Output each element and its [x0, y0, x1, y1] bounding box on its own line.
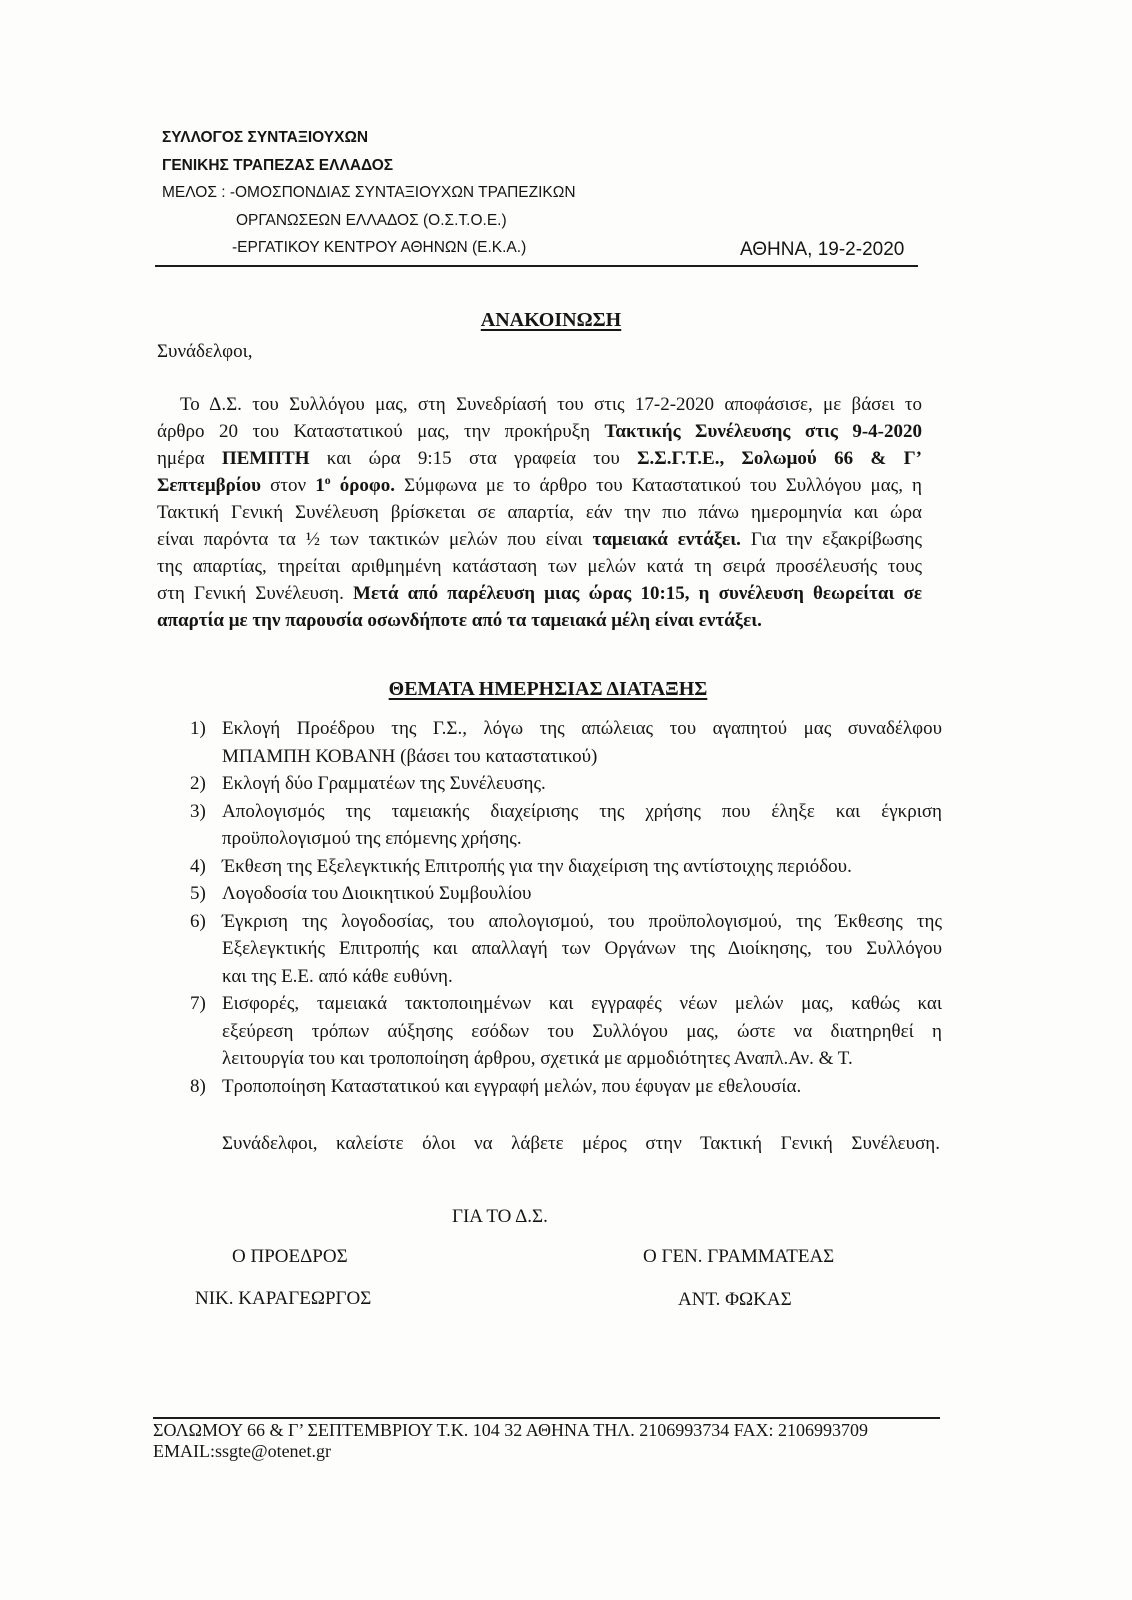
agenda-title: ΘΕΜΑΤΑ ΗΜΕΡΗΣΙΑΣ ΔΙΑΤΑΞΗΣ [388, 678, 708, 700]
meeting-venue-text: Σ.Σ.Γ.Τ.Ε., Σολωμού 66 & Γ’ [637, 448, 922, 469]
agenda-item-number: 8) [190, 1075, 206, 1097]
agenda-item-line: Τροποποίηση Καταστατικού και εγγραφή μελών, που έφυγαν με εθελουσία. [222, 1075, 802, 1097]
membership-line1: ΜΕΛΟΣ : -ΟΜΟΣΠΟΝΔΙΑΣ ΣΥΝΤΑΞΙΟΥΧΩΝ ΤΡΑΠΕΖΙΚΩΝ [162, 184, 576, 201]
agenda-item-line: Απολογισμός της ταμειακής διαχείρισης της χρήσης που έληξε και έγκριση [222, 800, 942, 822]
agenda-item-line: Έγκριση της λογοδοσίας, του απολογισμού, του προϋπολογισμού, της Έκθεσης της [222, 910, 942, 932]
signature-on-behalf: ΓΙΑ ΤΟ Δ.Σ. [452, 1206, 548, 1227]
floor-ordinal-superscript: ο [324, 473, 331, 487]
agenda-item-4 [190, 853, 945, 881]
agenda-item-text [222, 853, 942, 881]
footer [153, 1420, 868, 1462]
agenda-list [190, 715, 945, 1100]
body-text: και ώρα 9:15 στα γραφεία του [309, 448, 638, 469]
quorum-rule-text: απαρτία με την παρουσία οσωνδήποτε από τα ταμειακά μέλη είναι εντάξει. [157, 610, 762, 631]
president-name: ΝΙΚ. ΚΑΡΑΓΕΩΡΓΟΣ [195, 1288, 372, 1309]
closing-invitation: Συνάδελφοι, καλείστε όλοι να λάβετε μέρος στην Τακτική Γενική Συνέλευση. [222, 1133, 940, 1154]
membership-line3: -ΕΡΓΑΤΙΚΟΥ ΚΕΝΤΡΟΥ ΑΘΗΝΩΝ (Ε.Κ.Α.) [232, 239, 527, 256]
body-text: στον [261, 475, 316, 496]
membership-line2: ΟΡΓΑΝΩΣΕΩΝ ΕΛΛΑΔΟΣ (Ο.Σ.Τ.Ο.Ε.) [236, 211, 507, 229]
body-text: ημέρα [157, 448, 222, 469]
body-line-1 [157, 391, 922, 418]
body-line-3 [157, 445, 922, 472]
meeting-day-text: ΠΕΜΠΤΗ [221, 448, 310, 469]
agenda-item-text [222, 770, 942, 798]
meeting-venue-text: Σεπτεμβρίου [157, 475, 262, 496]
agenda-item-number: 1) [190, 718, 206, 739]
agenda-item-number: 4) [190, 855, 206, 877]
salutation: Συνάδελφοι, [157, 341, 253, 362]
body-text: Το Δ.Σ. του Συλλόγου μας, στη Συνεδρίασή του στις 17-2-2020 αποφάσισε, με βάσει το [180, 394, 922, 415]
agenda-item-line: λειτουργία του και τροποποίηση άρθρου, σχετικά με αρμοδιότητες Αναπλ.Αν. & Τ. [222, 1048, 853, 1069]
agenda-item-7 [190, 990, 945, 1073]
header-divider [155, 265, 918, 267]
org-name-line1: ΣΥΛΛΟΓΟΣ ΣΥΝΤΑΞΙΟΥΧΩΝ [162, 129, 369, 146]
agenda-item-text [222, 908, 942, 991]
agenda-item-line: Λογοδοσία του Διοικητικού Συμβουλίου [222, 883, 532, 904]
floor-text: όροφο. [330, 475, 396, 496]
secretary-title: Ο ΓΕΝ. ΓΡΑΜΜΑΤΕΑΣ [643, 1246, 835, 1267]
agenda-item-2 [190, 770, 945, 798]
footer-email: EMAIL:ssgte@otenet.gr [153, 1441, 332, 1461]
footer-divider [153, 1417, 940, 1419]
quorum-rule-text: Μετά από παρέλευση μιας ώρας 10:15, η συνέλευση θεωρείται σε [353, 583, 922, 604]
body-line-6 [157, 526, 922, 553]
body-text: της απαρτίας, τηρείται αριθμημένη κατάσταση των μελών κατά τη σειρά προσέλευσής τους [157, 556, 922, 577]
floor-number: 1 [315, 475, 325, 496]
body-line-4 [157, 472, 922, 499]
agenda-item-text [222, 1073, 942, 1101]
footer-address: ΣΟΛΩΜΟΥ 66 & Γ’ ΣΕΠΤΕΜΒΡΙΟΥ Τ.Κ. 104 32 ΑΘΗΝΑ ΤΗΛ. 2106993734 FAX: 2106993709 [153, 1420, 868, 1440]
body-text: Τακτική Γενική Συνέλευση βρίσκεται σε απαρτία, εάν την πιο πάνω ημερομηνία και ώρα [157, 502, 922, 523]
place-date: ΑΘΗΝΑ, 19-2-2020 [740, 239, 905, 260]
agenda-item-number: 3) [190, 800, 206, 822]
agenda-item-text [222, 715, 942, 770]
letterhead [162, 124, 576, 262]
agenda-item-line: ΜΠΑΜΠΗ ΚΟΒΑΝΗ (βάσει του καταστατικού) [222, 745, 598, 767]
body-line-9 [157, 607, 922, 634]
body-line-2 [157, 418, 922, 445]
org-name-line2: ΓΕΝΙΚΗΣ ΤΡΑΠΕΖΑΣ ΕΛΛΑΔΟΣ [162, 156, 394, 174]
agenda-item-text [222, 880, 942, 908]
body-text: Για την εξακρίβωσης [740, 529, 922, 550]
agenda-item-line: Εκλογή Προέδρου της Γ.Σ., λόγω της απώλειας του αγαπητού μας συναδέλφου [222, 718, 942, 739]
agenda-item-line: Έκθεση της Εξελεγκτικής Επιτροπής για την διαχείριση της αντίστοιχης περιόδου. [222, 855, 852, 877]
body-text: Σύμφωνα με το άρθρο του Καταστατικού του Συλλόγου μας, η [395, 475, 922, 496]
agenda-item-number: 7) [190, 993, 206, 1014]
agenda-item-1 [190, 715, 945, 770]
agenda-item-text [222, 798, 942, 853]
body-line-7 [157, 553, 922, 580]
secretary-name: ΑΝΤ. ΦΩΚΑΣ [678, 1289, 792, 1310]
agenda-item-line: Εκλογή δύο Γραμματέων της Συνέλευσης. [222, 773, 546, 794]
agenda-item-line: εξεύρεση τρόπων αύξησης εσόδων του Συλλόγου μας, ώστε να διατηρηθεί η [222, 1020, 942, 1042]
agenda-item-number: 6) [190, 910, 206, 932]
agenda-item-text [222, 990, 942, 1073]
agenda-item-5 [190, 880, 945, 908]
announcement-body [157, 391, 922, 634]
meeting-date-text: Τακτικής Συνέλευσης στις 9-4-2020 [604, 421, 922, 442]
announcement-title: ΑΝΑΚΟΙΝΩΣΗ [480, 309, 622, 331]
agenda-item-6 [190, 908, 945, 991]
body-line-5 [157, 499, 922, 526]
agenda-item-number: 5) [190, 883, 206, 904]
members-in-good-standing-text: ταμειακά εντάξει. [592, 529, 741, 550]
agenda-item-line: Εισφορές, ταμειακά τακτοποιημένων και εγγραφές νέων μελών μας, καθώς και [222, 993, 942, 1014]
president-title: Ο ΠΡΟΕΔΡΟΣ [232, 1246, 348, 1267]
agenda-item-line: προϋπολογισμού της επόμενης χρήσης. [222, 828, 522, 849]
body-text: στη Γενική Συνέλευση. [157, 583, 354, 604]
agenda-item-line: και της Ε.Ε. από κάθε ευθύνη. [222, 965, 453, 987]
agenda-item-8 [190, 1073, 945, 1101]
body-line-8 [157, 580, 922, 607]
body-text: άρθρο 20 του Καταστατικού μας, την προκήρυξη [157, 421, 605, 442]
agenda-item-number: 2) [190, 773, 206, 794]
agenda-item-3 [190, 798, 945, 853]
body-text: είναι παρόντα τα ½ των τακτικών μελών που είναι [157, 529, 593, 550]
agenda-item-line: Εξελεγκτικής Επιτροπής και απαλλαγή των Οργάνων της Διοίκησης, του Συλλόγου [222, 938, 942, 959]
